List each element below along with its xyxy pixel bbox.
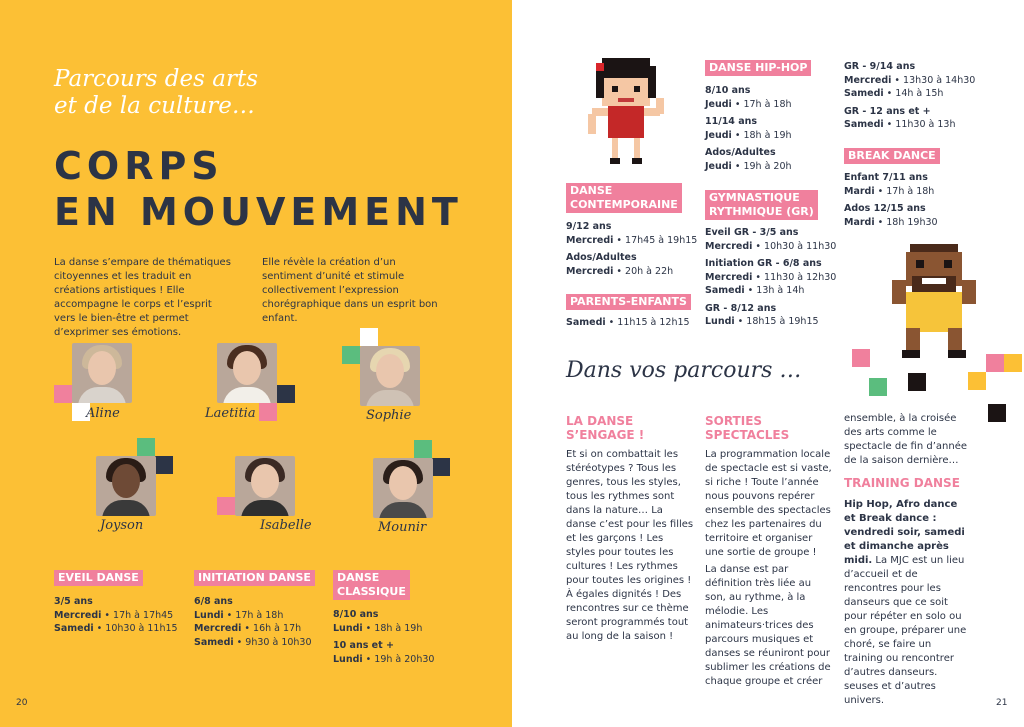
age-group: GR - 8/12 ans: [705, 302, 777, 314]
schedule-row: Mardi • 17h à 18h: [844, 185, 935, 197]
age-group: Ados/Adultes: [566, 252, 637, 263]
person-name: Mounir: [378, 520, 427, 535]
decor-pixel: [852, 349, 870, 367]
tag-eveil-danse: EVEIL DANSE: [54, 570, 143, 586]
age-group: Enfant 7/11 ans: [844, 172, 928, 183]
tag-danse-classique: DANSE CLASSIQUE: [333, 570, 410, 600]
section-subtitle: [54, 66, 334, 120]
schedule-classique: [333, 604, 483, 666]
tag-parents-enfants: PARENTS-ENFANTS: [566, 294, 691, 310]
tag-danse-contemporaine: DANSE CONTEMPORAINE: [566, 183, 682, 213]
decor-pixel: [155, 456, 173, 474]
schedule-gymnastique: [705, 222, 845, 329]
col-text-sorties-2: La danse est par définition très liée au son, au rythme, à la mélodie. Les animateurs·trices des parcours musiques et danses se réuniront pour sublimer les créations de chaque groupe et créer: [705, 564, 831, 687]
schedule-row: Samedi • 9h30 à 10h30: [194, 636, 312, 648]
page-number: 20: [16, 698, 28, 708]
schedule-row: Samedi • 13h à 14h: [705, 285, 805, 296]
right-page: [512, 0, 1024, 727]
photo-aline: [72, 343, 132, 403]
person-name: Laetitia: [205, 406, 256, 421]
schedule-row: Samedi • 11h30 à 13h: [844, 119, 956, 130]
person-name: Isabelle: [260, 518, 312, 533]
schedule-row: Mercredi • 17h à 17h45: [54, 609, 174, 621]
decor-pixel: [869, 378, 887, 396]
person-name: Joyson: [100, 518, 144, 533]
age-group: GR - 12 ans et +: [844, 105, 931, 117]
age-group: GR - 9/14 ans: [844, 61, 916, 72]
col-text-sorties-1: La programmation locale de spectacle est si vaste, si riche ! Toute l’année nous pouvons repérer ensemble des spectacles chez les partenaires du territoire et organiser une sortie de groupe !: [705, 449, 832, 558]
subtitle-line-1: Parcours des arts: [54, 66, 259, 92]
schedule-gr-more: [844, 56, 984, 132]
col-text-ensemble: ensemble, à la croisée des arts comme le spectacle de fin d’année de la saison dernière…: [844, 413, 967, 466]
intro-paragraph-2: Elle révèle la création d’un sentiment d’unité et stimule collectivement l’expression chorégraphique dans un esprit bon enfant.: [262, 257, 438, 324]
schedule-row: Samedi • 14h à 15h: [844, 88, 944, 99]
schedule-row: Lundi • 18h à 19h: [333, 622, 423, 634]
decor-pixel: [217, 497, 235, 515]
schedule-row: Lundi • 17h à 18h: [194, 609, 284, 621]
decor-pixel: [259, 403, 277, 421]
decor-pixel: [277, 385, 295, 403]
schedule-row: Lundi • 19h à 20h30: [333, 653, 435, 665]
col-text-training: Hip Hop, Afro dance et Break dance : vendredi soir, samedi et dimanche après midi. La MJC est un lieu d’accueil et de rencontres pour les danseurs que ce soit pour répéter en solo ou en groupe, préparer une choré, se faire un training ou rencontrer d’autres danseurs. seuses et d’autres univers.: [844, 499, 967, 706]
col-title-sorties: SORTIES SPECTACLES: [705, 414, 790, 442]
decor-pixel: [1004, 354, 1022, 372]
decor-pixel: [908, 373, 926, 391]
age-group: 10 ans et +: [333, 640, 394, 651]
age-group: Ados/Adultes: [705, 147, 776, 158]
person-name: Aline: [86, 406, 120, 421]
schedule-row: Mardi • 18h 19h30: [844, 216, 938, 228]
age-group: Initiation GR - 6/8 ans: [705, 258, 822, 269]
page-title: [54, 143, 474, 235]
schedule-row: Mercredi • 17h45 à 19h15: [566, 234, 698, 246]
col-title-training: TRAINING DANSE: [844, 476, 960, 490]
decor-pixel: [988, 404, 1006, 422]
schedule-row: Mercredi • 10h30 à 11h30: [705, 240, 837, 252]
col-text-la-danse: Et si on combattait les stéréotypes ? Tous les genres, tous les styles, tous les rythmes sont dans la nature… La danse c’est pour les filles et les garçons ! Les styles pour toutes les cultures ! Les rythmes pour toutes les origines ! À égales dignités ! Des rencontres sur ce thème seront programmés tout au long de la saison !: [566, 449, 694, 642]
schedule-row: Mercredi • 11h30 à 12h30: [705, 271, 837, 283]
age-group: 3/5 ans: [54, 596, 93, 607]
intro-paragraph-1: La danse s’empare de thématiques citoyennes et les traduit en créations artistiques ! Elle accompagne le corps et l’esprit vers le bien-être et permet d’exprimer ses émotions.: [54, 257, 231, 338]
decor-pixel: [360, 328, 378, 346]
tag-danse-hip-hop: DANSE HIP-HOP: [705, 60, 811, 76]
tag-gymnastique-rythmique: GYMNASTIQUE RYTHMIQUE (GR): [705, 190, 818, 220]
decor-pixel: [342, 346, 360, 364]
pixel-breakdancer-illustration: [892, 244, 976, 360]
age-group: 9/12 ans: [566, 221, 612, 232]
age-group: Eveil GR - 3/5 ans: [705, 227, 799, 238]
person-name: Sophie: [366, 408, 412, 423]
schedule-break-dance: [844, 167, 984, 229]
schedule-parents-enfants: [566, 316, 716, 330]
schedule-row: Lundi • 18h15 à 19h15: [705, 316, 819, 327]
pixel-dancer-illustration: [588, 58, 664, 166]
title-line-2: EN MOUVEMENT: [54, 190, 463, 234]
section-title: Dans vos parcours …: [566, 358, 802, 383]
age-group: 8/10 ans: [705, 85, 751, 96]
decor-pixel: [137, 438, 155, 456]
photo-mounir: [373, 458, 433, 518]
tag-initiation-danse: INITIATION DANSE: [194, 570, 315, 586]
page-number: 21: [996, 698, 1008, 708]
photo-joyson: [96, 456, 156, 516]
photo-laetitia: [217, 343, 277, 403]
schedule-row: Jeudi • 17h à 18h: [705, 98, 792, 110]
decor-pixel: [432, 458, 450, 476]
schedule-hip-hop: [705, 80, 835, 173]
schedule-row: Jeudi • 19h à 20h: [705, 160, 792, 172]
title-line-1: CORPS: [54, 144, 224, 188]
schedule-eveil: [54, 591, 194, 636]
schedule-contemporaine: [566, 216, 716, 278]
age-group: Ados 12/15 ans: [844, 203, 926, 214]
col-title-la-danse: LA DANSE S’ENGAGE !: [566, 414, 645, 442]
subtitle-line-2: et de la culture…: [54, 93, 255, 119]
age-group: 8/10 ans: [333, 609, 379, 620]
schedule-row: Mercredi • 20h à 22h: [566, 265, 674, 277]
decor-pixel: [54, 385, 72, 403]
photo-isabelle: [235, 456, 295, 516]
decor-pixel: [986, 354, 1004, 372]
schedule-row: Mercredi • 16h à 17h: [194, 623, 302, 634]
age-group: 6/8 ans: [194, 596, 233, 607]
schedule-initiation: [194, 591, 334, 649]
tag-break-dance: BREAK DANCE: [844, 148, 940, 164]
photo-sophie: [360, 346, 420, 406]
age-group: 11/14 ans: [705, 116, 758, 127]
decor-pixel: [968, 372, 986, 390]
schedule-row: Samedi • 11h15 à 12h15: [566, 317, 690, 328]
schedule-row: Mercredi • 13h30 à 14h30: [844, 74, 976, 86]
decor-pixel: [414, 440, 432, 458]
schedule-row: Jeudi • 18h à 19h: [705, 129, 792, 141]
schedule-row: Samedi • 10h30 à 11h15: [54, 623, 178, 634]
